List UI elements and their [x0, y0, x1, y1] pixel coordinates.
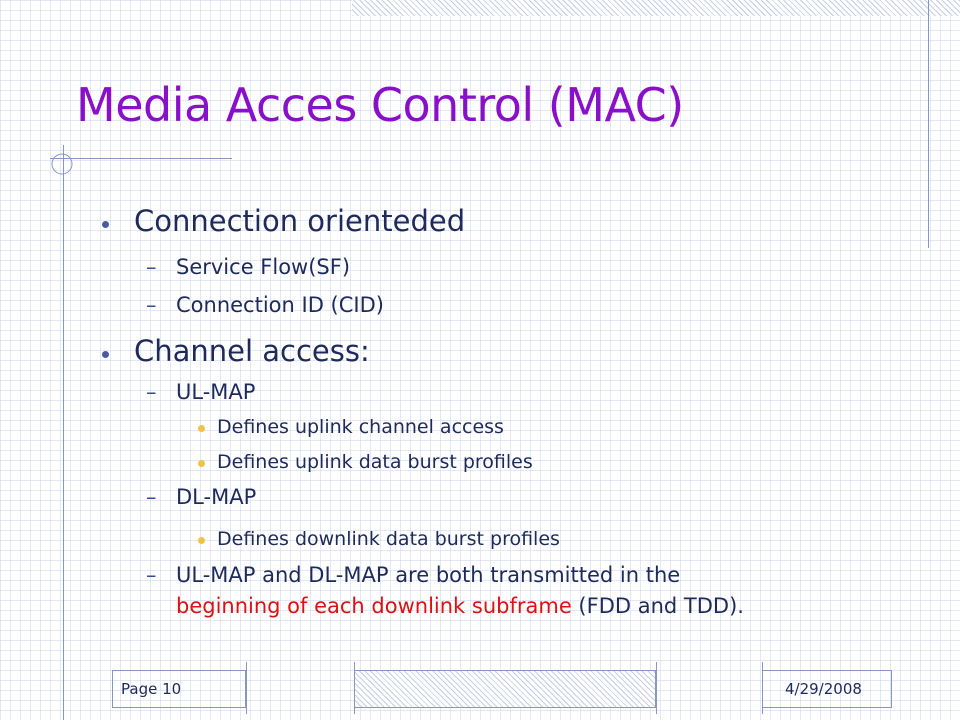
dash-marker: –: [146, 255, 157, 279]
footer-tick: [246, 662, 247, 714]
detail-downlink-burst-profiles: Defines downlink data burst profiles: [217, 528, 560, 550]
bullet-dot: [198, 425, 205, 432]
slide-title: Media Acces Control (MAC): [76, 78, 684, 132]
footer-date: 4/29/2008: [785, 680, 862, 698]
sub-item-connection-id: Connection ID (CID): [176, 293, 384, 317]
detail-uplink-burst-profiles: Defines uplink data burst profiles: [217, 451, 533, 473]
sub-item-ul-map: UL-MAP: [176, 380, 256, 404]
bullet-dot: [198, 460, 205, 467]
bullet-dot: [102, 221, 109, 228]
dash-marker: –: [146, 563, 157, 587]
line2-rest: (FDD and TDD).: [571, 594, 744, 618]
footer-hatched-band: [354, 670, 656, 708]
bullet-dot: [198, 537, 205, 544]
sub-item-transmission-line1: UL-MAP and DL-MAP are both transmitted in the: [176, 563, 681, 587]
sub-item-dl-map: DL-MAP: [176, 485, 257, 509]
left-frame-line: [63, 145, 64, 720]
dash-marker: –: [146, 380, 157, 404]
crosshair-ornament-icon: [44, 146, 80, 182]
footer-tick: [354, 662, 355, 714]
emphasis-text: beginning of each downlink subframe: [176, 594, 572, 618]
detail-uplink-channel-access: Defines uplink channel access: [217, 416, 504, 438]
bullet-connection-oriented: Connection orienteded: [134, 204, 466, 238]
bullet-dot: [102, 351, 109, 358]
sub-item-service-flow: Service Flow(SF): [176, 255, 351, 279]
dash-marker: –: [146, 485, 157, 509]
footer-tick: [656, 662, 657, 714]
top-hatched-band: [352, 0, 960, 16]
dash-marker: –: [146, 293, 157, 317]
footer-page-number: Page 10: [121, 680, 182, 698]
right-frame-line: [928, 0, 929, 248]
sub-item-transmission-line2: [176, 594, 744, 618]
bullet-channel-access: Channel access:: [134, 334, 370, 368]
footer-tick: [762, 662, 763, 714]
